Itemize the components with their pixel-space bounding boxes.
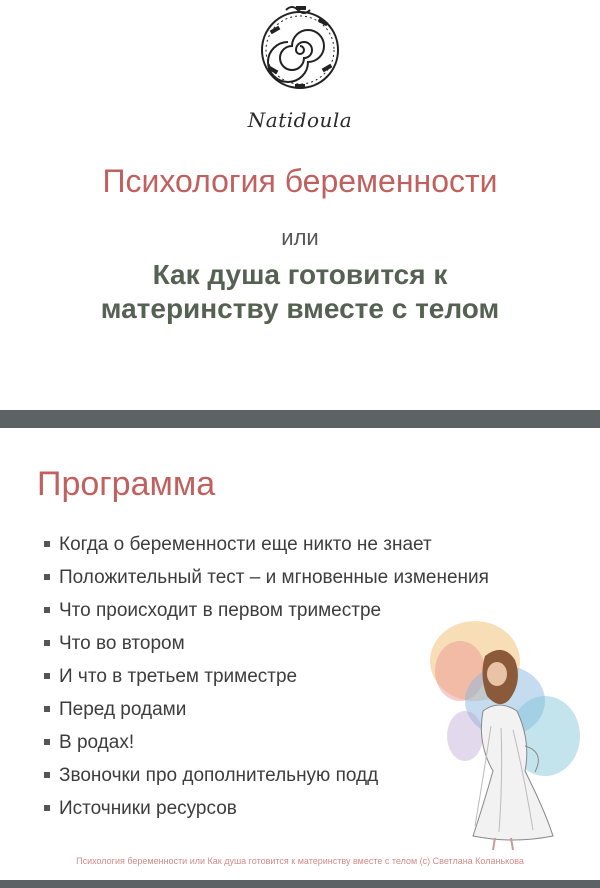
- program-heading: Программа: [37, 465, 216, 503]
- list-item: Положительный тест – и мгновенные изменения: [44, 567, 489, 600]
- slide-divider: [0, 410, 600, 428]
- slide-title: [0, 0, 600, 410]
- connector-text: или: [281, 225, 319, 250]
- bullet-square-icon: [44, 739, 50, 745]
- bullet-square-icon: [44, 772, 50, 778]
- list-item: Что во втором: [44, 633, 489, 666]
- list-item: Источники ресурсов: [44, 798, 489, 831]
- slide-footer: Психология беременности или Как душа готовится к материнству вместе с телом (с) Светлана Коланькова: [76, 856, 524, 866]
- subtitle-line-1: Как душа готовится к: [152, 259, 448, 290]
- natidoula-spiral-logo: [250, 0, 350, 95]
- bullet-square-icon: [44, 574, 50, 580]
- list-item: Что происходит в первом триместре: [44, 600, 489, 633]
- slide-program: [0, 428, 600, 880]
- bullet-square-icon: [44, 640, 50, 646]
- slide-title-text: Психология беременности: [102, 163, 498, 199]
- subtitle-line-2: материнству вместе с телом: [100, 293, 500, 324]
- list-item: И что в третьем триместре: [44, 666, 489, 699]
- slide-subtitle: [0, 258, 600, 326]
- bullet-square-icon: [44, 541, 50, 547]
- pregnant-woman-illustration: [425, 616, 585, 856]
- bullet-square-icon: [44, 607, 50, 613]
- list-item: Звоночки про дополнительную подд: [44, 765, 489, 798]
- list-item: Когда о беременности еще никто не знает: [44, 534, 489, 567]
- bullet-square-icon: [44, 673, 50, 679]
- bullet-square-icon: [44, 805, 50, 811]
- list-item: В родах!: [44, 732, 489, 765]
- bottom-bar: [0, 880, 600, 888]
- logo-text: Natidoula: [247, 108, 353, 132]
- program-list: [44, 534, 489, 831]
- bullet-square-icon: [44, 706, 50, 712]
- list-item: Перед родами: [44, 699, 489, 732]
